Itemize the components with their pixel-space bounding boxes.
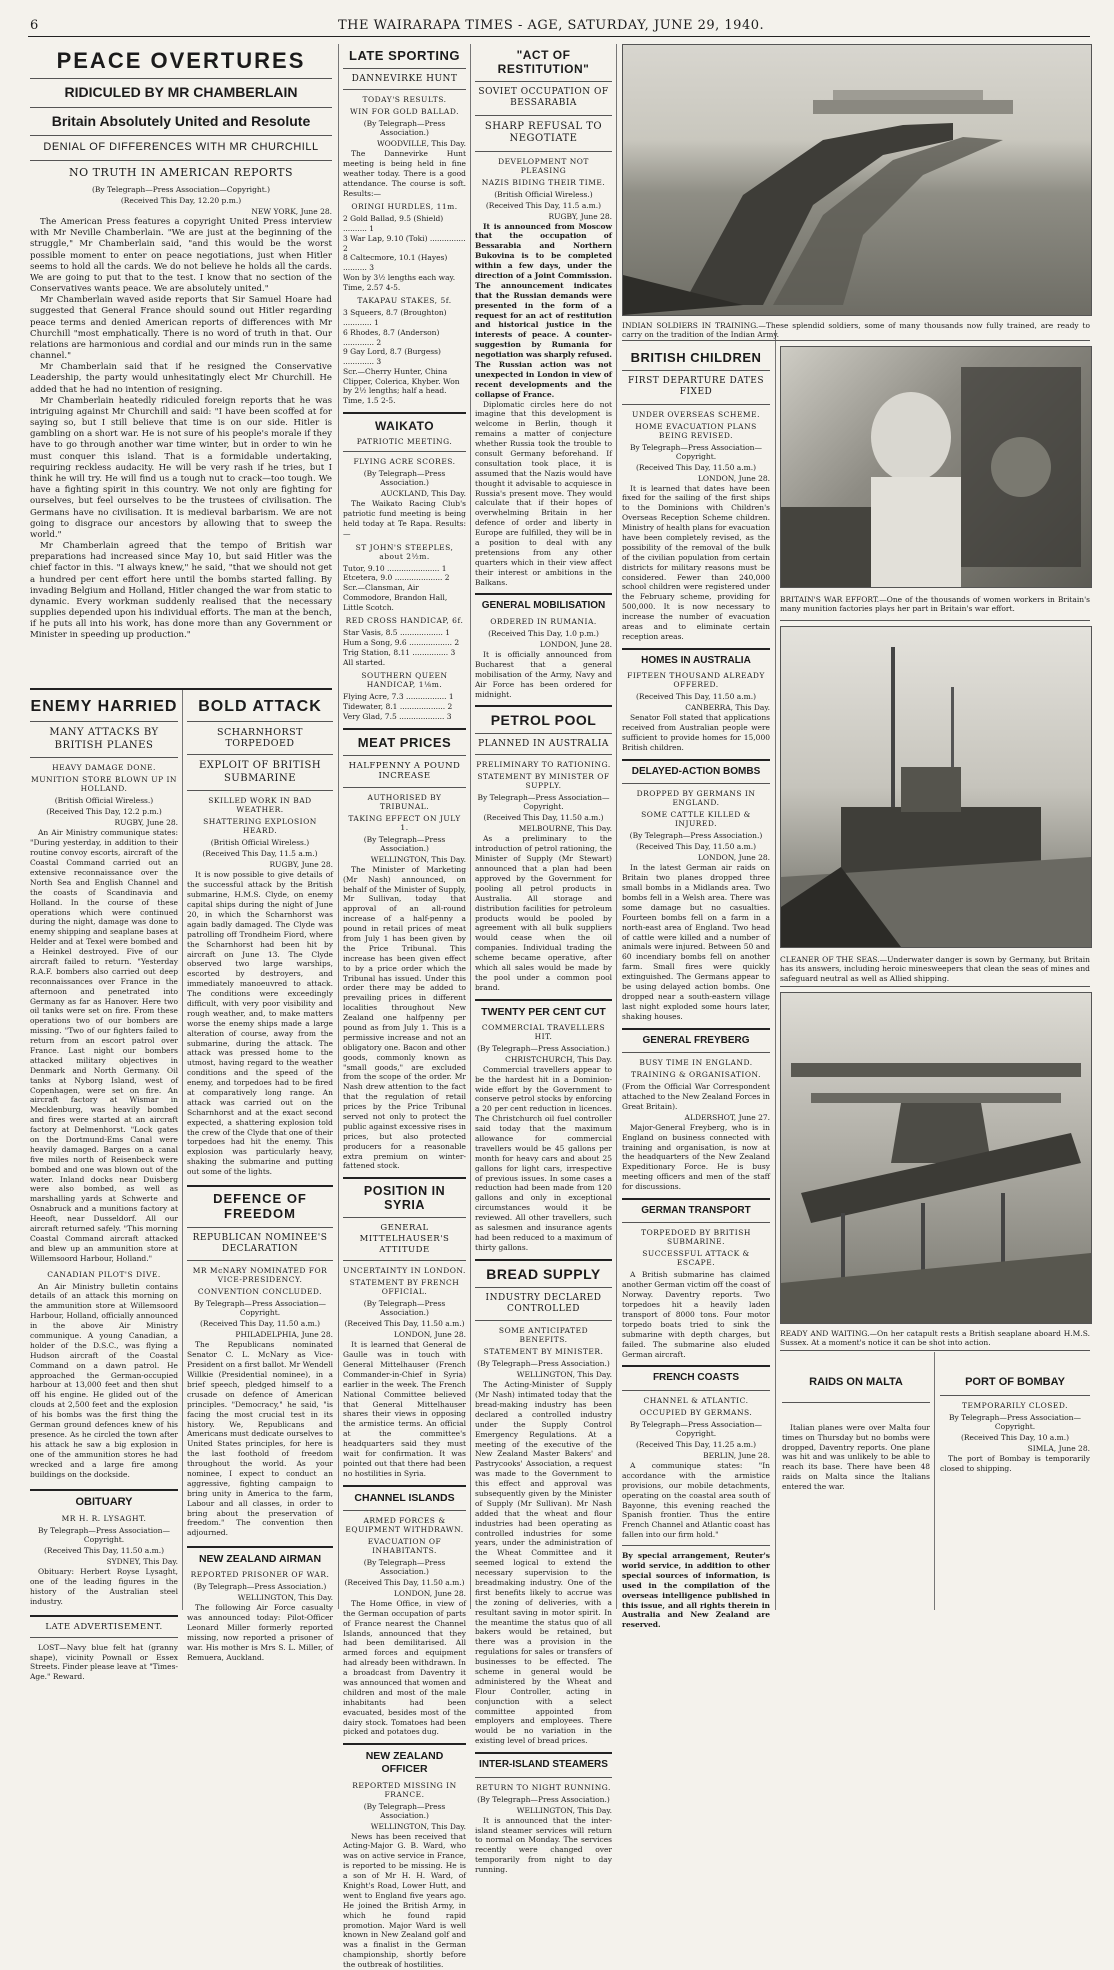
paragraph: It is learned that General de Gaulle was in touch with General Mittelhauser (French Commander-in-Chief in Syria) earlier in the week. The French National Committee believed that General Mittelhauser shares their views in opposing the armistice terms. An official at the committee's headquarters said they must wait for confirmation. It was pointed out that there had been no hostilities in Syria. <box>343 1340 466 1478</box>
subheadline: TODAY'S RESULTS. <box>362 95 447 104</box>
received-line: (Received This Day, 11.50 a.m.) <box>483 813 604 823</box>
subheadline: DENIAL OF DIFFERENCES WITH MR CHURCHILL <box>43 141 319 154</box>
headline-waikato: WAIKATO <box>374 418 435 433</box>
paragraph: Mr Chamberlain heatedly ridiculed foreign reports that he was intriguing against Mr Churchill and said: "I have been scoffed at for saying so, but I still believe that time is on our side. Hitler is gambling on a short war. He is not sure of his people's morale if they have to go through another war time winter, but in order to win he must conquer this island. That is a formidable undertaking, requiring reckless audacity. He will be very rash if he tries, but I think he will try. He will find us a tough nut to crack—too tough. We have a fighting spirit in this country. We not only are fighting for ourselves, but feel ourselves to be the trustees of civilisation. The Germans have no civilisation. It is medieval barbarism. We are not going to disgrace our ancestors by allowing that to sweep the world." <box>30 395 332 540</box>
photo-caption: BRITAIN'S WAR EFFORT.—One of the thousands of women workers in Britain's many munition factories plays her part in Britain's war effort. <box>780 595 1090 614</box>
credit-line: By Telegraph—Press Association—Copyright. <box>477 793 610 812</box>
credit-line: By Telegraph—Press Association—Copyright. <box>949 1412 1081 1431</box>
dateline: RUGBY, June 28. <box>269 860 333 870</box>
race-placing: 3 Squeers, 8.7 (Broughton) ............ 1 <box>343 308 447 328</box>
paragraph: Mr Chamberlain waved aside reports that Sir Samuel Hoare had suggested that General France should sound out Hitler regarding peace terms and denied American reports of differences with Mr Churchill "most emphatically. There is no word of truth in that. Our relations are harmonious and cordial and our minds run in the same channel." <box>30 295 332 362</box>
race-placing: Etcetera, 9.0 .................... 2 <box>343 573 450 583</box>
credit-line: (By Telegraph—Press Association.) <box>477 1794 610 1804</box>
dateline: SIMLA, June 28. <box>1027 1443 1090 1453</box>
headline-defence-of-freedom: DEFENCE OF FREEDOM <box>213 1191 307 1221</box>
photo-indian-soldiers-image <box>623 45 1091 315</box>
page-number: 6 <box>30 18 39 33</box>
received-line: (Received This Day, 11.50 a.m.) <box>344 1577 465 1587</box>
received-line: (Received This Day, 11.25 a.m.) <box>636 1439 756 1449</box>
headline-position-in-syria: POSITION IN SYRIA <box>363 1184 446 1213</box>
paragraph: The Dannevirke Hunt meeting is being held in fine weather today. There is a good attendance. The course is soft. Results:— <box>343 149 466 198</box>
subheadline: GENERAL MITTELHAUSER'S ATTITUDE <box>359 1223 450 1255</box>
column-rule <box>338 44 339 1609</box>
paragraph: An Air Ministry communique states: "During yesterday, in addition to their routine convoy escorts, aircraft of the Coastal Command carried out an extensive reconnaissance over the North Sea and English Channel and the coasts of Scandinavia and Holland. In the course of these operations which were continued during the night, damage was done to enemy shipping and seaplane bases at Helder and at Texel were bombed and a Heinkel destroyed. Five of our aircraft failed to return. "Yesterday R.A.F. bombers also carried out deep reconnaissances over France in the afternoon and penetrated into Germany as far as Hanover. Here two oil tanks were set on fire. From these operations two of our bombers are missing. "Two of our fighters failed to return from an escort patrol over France. Last night our bombers attacked military objectives in Denmark and North Germany. Oil tanks at Nyborg Island, west of Copenhagen, were set on fire. An aircraft factory at Wismar in Mecklenburg, was heavily bombed and fires were started at an aircraft factory at Delmenhorst. "Lock gates on the Dortmund-Ems Canal were heavily damaged. Barges on a canal five miles north of Reisenbeck were bombed and one was blown out of the water. Inland docks near Duisberg were also bombed, as well as marshalling yards at Schwerte and Osnabruck and a munitions factory at Heeoft, near Dusseldorf. All our aircraft returned safely. "This morning Coastal Command aircraft attacked and blew up an ammunition store at Willemsoord Harbour, Holland." <box>30 828 178 1263</box>
subheadline: REPORTED PRISONER OF WAR. <box>190 1570 330 1580</box>
photo-ready-and-waiting-image <box>781 993 1091 1323</box>
column-rule <box>470 44 471 1609</box>
subheadline: UNDER OVERSEAS SCHEME. <box>632 409 760 419</box>
dateline: RUGBY, June 28. <box>548 211 612 221</box>
dateline: NEW YORK, June 28. <box>251 207 332 217</box>
headline-obituary: OBITUARY <box>75 1496 133 1509</box>
masthead-title: THE WAIRARAPA TIMES - AGE, SATURDAY, JUNE 29, 1940. <box>338 18 765 33</box>
section-rule <box>780 620 1090 621</box>
dateline: LONDON, June 28. <box>539 639 612 649</box>
race-name: ORINGI HURDLES, 11m. <box>351 202 458 212</box>
race-name: RED CROSS HANDICAP, 6f. <box>345 616 464 626</box>
subheadline: CONVENTION CONCLUDED. <box>197 1287 323 1297</box>
column-5 <box>622 346 771 1630</box>
race-results <box>343 543 466 722</box>
subheadline: MR H. R. LYSAGHT. <box>61 1514 147 1524</box>
masthead-rule <box>28 36 1090 37</box>
dateline: WELLINGTON, This Day. <box>237 1593 333 1603</box>
subheadline: HEAVY DAMAGE DONE. <box>52 763 156 773</box>
paragraph: In the latest German air raids on Britain two planes dropped three small bombs in a Midlands area. Two bombs fell in a Welsh area. There was some damage but no casualties. Fourteen bombs fell on a farm in a north-east area of England. Two head of cattle were killed and a number of animals were injured. Between 50 and 60 incendiary bombs fell on another farm. Small fires were quickly extinguished. The Germans appear to be using delayed action bombs. One dropped near a south-eastern village last night exploded some hours later, shaking houses. <box>622 863 770 1021</box>
credit-line: (British Official Wireless.) <box>54 796 154 806</box>
subheadline: SOME ANTICIPATED BENEFITS. <box>498 1326 589 1345</box>
credit-line: (From the Official War Correspondent attached to the New Zealand Forces in Great Britain). <box>622 1082 771 1111</box>
race-placing: 9 Gay Lord, 8.7 (Burgess) ............. 3 <box>343 347 441 367</box>
credit-line: (By Telegraph—Press Association.) <box>477 1359 610 1369</box>
photo-indian-soldiers <box>622 44 1092 316</box>
paragraph: LOST—Navy blue felt hat (granny shape), vicinity Pownall or Essex Streets. Finder please leave at "Times-Age." Reward. <box>30 1642 178 1682</box>
race-placing: Tutor, 9.10 ...................... 1 <box>343 563 447 573</box>
subheadline: MANY ATTACKS BY BRITISH PLANES <box>49 727 159 751</box>
credit-line: By Telegraph—Press Association—Copyright. <box>194 1299 326 1318</box>
headline-inter-island-steamers: INTER-ISLAND STEAMERS <box>479 1759 608 1771</box>
paragraph: The Home Office, in view of the German occupation of parts of France nearest the Channel Islands, announced that they had been demilitarised. All armed forces and equipment had already been withdrawn. In a broadcast from Daventry it was announced that women and children and most of the male inhabitants had been evacuated, besides most of the dairy stock. Tomatoes had been picked and potatoes dug. <box>343 1598 466 1737</box>
headline-french-coasts: FRENCH COASTS <box>652 1372 740 1384</box>
subheadline: STATEMENT BY FRENCH OFFICIAL. <box>349 1278 460 1297</box>
photo-cleaner-of-the-seas-image <box>781 627 1091 947</box>
subheadline: REPORTED MISSING IN FRANCE. <box>352 1780 457 1799</box>
race-results <box>343 202 466 406</box>
subheadline: SHATTERING EXPLOSION HEARD. <box>203 817 317 836</box>
credit-line: (By Telegraph—Press Association.) <box>363 468 446 487</box>
photo-caption: READY AND WAITING.—On her catapult rests a British seaplane aboard H.M.S. Sussex. At a moment's notice it can be shot into action. <box>780 1329 1090 1348</box>
dateline: LONDON, June 28. <box>393 1330 466 1340</box>
received-line: (Received This Day, 11.5 a.m.) <box>485 200 602 210</box>
credit-line: (By Telegraph—Press Association.) <box>363 1557 446 1576</box>
subheadline: SUCCESSFUL ATTACK & ESCAPE. <box>642 1249 750 1268</box>
credit-line: (By Telegraph—Press Association—Copyright.) <box>91 185 271 195</box>
headline-homes-in-australia: HOMES IN AUSTRALIA <box>641 654 751 666</box>
race-placing: Hum a Song, 9.6 .................. 2 <box>343 638 460 648</box>
paragraph: It is learned that dates have been fixed for the sailing of the first ships to the Dominions with Children's Overseas Reception Scheme children. Ministry of health plans for evacuation have been completely revised, as the possibility of the removal of the bulk of the civilian population from certain districts for military reasons must be considered. Fewer than 240,000 school children were registered under the February scheme, providing for 500,000. It is now necessary to increase the number of evacuation areas and to eliminate certain reception areas. <box>622 483 770 641</box>
headline-meat-prices: MEAT PRICES <box>357 734 452 750</box>
column-rule <box>182 690 183 1610</box>
subheadline: SHARP REFUSAL TO NEGOTIATE <box>484 120 603 144</box>
credit-line: (British Official Wireless.) <box>494 189 593 199</box>
dateline: MELBOURNE, This Day. <box>518 824 612 834</box>
credit-line: By Telegraph—Press Association—Copyright. <box>630 1419 762 1438</box>
race-note: Scr.—Cherry Hunter, China Clipper, Colerica, Khyber. Won by 2½ lengths; half a head. Time, 1.5 2-5. <box>343 366 460 406</box>
photo-cleaner-of-the-seas <box>780 626 1092 948</box>
article-enemy-harried <box>30 694 178 1682</box>
received-line: (Received This Day, 11.5 a.m.) <box>202 849 318 859</box>
credit-line: (By Telegraph—Press Association.) <box>363 1299 446 1318</box>
subheadline: SOME CATTLE KILLED & INJURED. <box>641 810 751 829</box>
notice: By special arrangement, Reuter's world service, in addition to other special sources of information, is used in the compilation of the overseas intelligence published in this issue, and all rights therein in Australia and New Zealand are reserved. <box>622 1551 770 1630</box>
subheadline: NAZIS BIDING THEIR TIME. <box>481 177 606 187</box>
subheadline: TEMPORARILY CLOSED. <box>962 1400 1068 1410</box>
section-rule <box>30 688 332 690</box>
headline-british-children: BRITISH CHILDREN <box>630 350 762 365</box>
headline-channel-islands: CHANNEL ISLANDS <box>354 1491 455 1504</box>
photo-caption: INDIAN SOLDIERS IN TRAINING.—These splendid soldiers, some of many thousands now fully trained, are ready to carry on the tradition of the Indian Army. <box>622 321 1090 340</box>
credit-line: (By Telegraph—Press Association.) <box>363 119 446 137</box>
subheadline: FIRST DEPARTURE DATES FIXED <box>628 376 764 398</box>
subheadline: FLYING ACRE SCORES. <box>353 456 456 466</box>
race-placing: Star Vasis, 8.5 .................. 1 <box>343 628 451 638</box>
headline-bread-supply: BREAD SUPPLY <box>486 1265 601 1282</box>
column-4 <box>475 44 612 1875</box>
race-placing: 6 Rhodes, 8.7 (Anderson) ............. 2 <box>343 327 440 347</box>
subheadline: RETURN TO NIGHT RUNNING. <box>476 1782 611 1792</box>
column-3 <box>343 44 466 1970</box>
subheadline: ARMED FORCES & EQUIPMENT WITHDRAWN. <box>345 1515 464 1534</box>
photo-war-effort <box>780 346 1092 588</box>
headline-act-of-restitution: "ACT OF RESTITUTION" <box>497 48 590 76</box>
column-rule <box>934 1352 935 1610</box>
subheadline: COMMERCIAL TRAVELLERS HIT. <box>481 1022 606 1041</box>
paragraph: News has been received that Acting-Major G. B. Ward, who was on active service in France, is reported to be missing. He is a son of Mr H. H. Ward, of Knight's Road, Lower Hutt, and went to England five years ago. He joined the British Army, in which he found rapid promotion. Major Ward is well known in New Zealand golf and was a finalist in the German championship, shortly before the outbreak of hostilities. <box>343 1831 466 1970</box>
subheadline: DANNEVIRKE HUNT <box>351 74 458 84</box>
headline-twenty-per-cent-cut: TWENTY PER CENT CUT <box>481 1005 606 1018</box>
race-name: TAKAPAU STAKES, 5f. <box>357 296 452 306</box>
paragraph: The port of Bombay is temporarily closed to shipping. <box>940 1453 1090 1473</box>
dateline: ALDERSHOT, June 27. <box>684 1112 770 1122</box>
received-line: (Received This Day, 10 a.m.) <box>960 1432 1070 1442</box>
received-line: (Received This Day, 11.50 a.m.) <box>636 842 756 852</box>
paragraph: It is announced from Moscow that the occupation of Bessarabia and Northern Bukovina is to be completed within a few days, under the direction of a Joint Commission. The announcement indicates that the Russian demands were presented in the form of a request for an act of restitution and historical justice in the interests of peace. A counter-suggestion by Rumania for negotiation was sharply refused. The Russian action was not unexpected in London in view of recent developments and the collapse of France. <box>475 221 612 399</box>
headline-general-mobilisation: GENERAL MOBILISATION <box>481 600 606 612</box>
credit-line: (By Telegraph—Press Association.) <box>363 834 446 853</box>
received-line: (Received This Day, 11.50 a.m.) <box>200 1319 320 1329</box>
subheadline: RIDICULED BY MR CHAMBERLAIN <box>64 84 298 101</box>
received-line: (Received This Day, 1.0 p.m.) <box>488 628 599 638</box>
dateline: LONDON, June 28. <box>697 853 770 863</box>
headline-new-zealand-officer: NEW ZEALAND OFFICER <box>365 1750 444 1776</box>
received-line: (Received This Day, 11.50 a.m.) <box>344 1319 465 1329</box>
subheadline: TORPEDOED BY BRITISH SUBMARINE. <box>641 1228 751 1247</box>
credit-line: (By Telegraph—Press Association.) <box>363 1801 446 1820</box>
credit-line: By Telegraph—Press Association—Copyright. <box>38 1526 170 1545</box>
photo-war-effort-image <box>781 347 1091 587</box>
subheadline: AUTHORISED BY TRIBUNAL. <box>367 792 442 811</box>
subheadline: REPUBLICAN NOMINEE'S DECLARATION <box>192 1232 328 1255</box>
dateline: WELLINGTON, This Day. <box>516 1370 612 1380</box>
dateline: CANBERRA, This Day. <box>685 703 770 713</box>
race-note: Scr.—Clansman, Air Commodore, Brandon Hall, Little Scotch. <box>343 583 448 612</box>
subheadline: TAKING EFFECT ON JULY 1. <box>348 813 461 832</box>
headline: ENEMY HARRIED <box>30 698 178 715</box>
dateline: WOODVILLE, This Day. <box>376 139 466 148</box>
subheadline: STATEMENT BY MINISTER OF SUPPLY. <box>477 772 610 791</box>
subheadline: SCHARNHORST TORPEDOED <box>217 727 303 750</box>
paragraph: The Republicans nominated Senator C. L. McNary as Vice-President on a first ballot. Mr Wendell Willkie (Presidential nominee), in a brief speech, pledged himself to a crusade on defence of American principles. "Democracy," he said, "is facing the most crucial test in its history. We, Republicans and Americans must dedicate ourselves to United States principles, for here is the last foothold of freedom throughout the world. As your nominee, I expect to conduct an aggressive, fighting campaign to bring unity in America to the farm, Labour and all classes, in order to bring about the preservation of freedom." The convention then adjourned. <box>187 1340 333 1538</box>
paragraph: The Minister of Marketing (Mr Nash) announced, on behalf of the Minister of Supply, Mr Sullivan, today that approval of an all-round increase of a half-penny a pound in retail prices of meat from July 1 has been given by the Price Tribunal. This increase has been given effect to by a price order which the Tribunal has issued. Under this order there may be added to prevailing prices in different localities throughout New Zealand one halfpenny per pound as from July 1. This is a permissive increase and not an obligatory one. Bacon and other goods, commonly known as "small goods," are excluded from the scope of the order. Mr Nash drew attention to the fact that the regulation of retail prices by the Price Tribunal served not only to protect the public against excessive rises in prices, but also protected producers for a reasonable extra premium on winter-fattened stock. <box>343 864 466 1171</box>
article-port-of-bombay <box>940 1356 1090 1606</box>
section-rule <box>622 340 1090 341</box>
column-rule <box>616 44 617 1609</box>
subheadline: ORDERED IN RUMANIA. <box>490 616 597 626</box>
section-rule <box>780 1350 1090 1351</box>
credit-line: (By Telegraph—Press Association.) <box>193 1582 327 1592</box>
headline-late-advertisement: LATE ADVERTISEMENT. <box>45 1621 163 1632</box>
dateline: WELLINGTON, This Day. <box>516 1805 612 1815</box>
subheadline: HALFPENNY A POUND INCREASE <box>348 760 461 782</box>
subheadline: PLANNED IN AUSTRALIA <box>478 739 609 750</box>
dateline: CHRISTCHURCH, This Day. <box>505 1054 612 1064</box>
race-placing: Trig Station, 8.11 ............... 3 <box>343 647 456 657</box>
race-placing: Very Glad, 7.5 ................... 3 <box>343 711 452 721</box>
paragraph: The American Press features a copyright United Press interview with Mr Neville Chamberlain. "We are just at the beginning of the struggle," Mr Chamberlain said, "and this would be the worst possible moment to enter on peace negotiations, just when Hitler seems to hold all the cards. We do not believe he holds all the cards. We are going to put that to the test. I know that no section of the Conservatives wants peace. We are absolutely united." <box>30 217 332 295</box>
headline: PORT OF BOMBAY <box>965 1376 1065 1388</box>
subheadline: BUSY TIME IN ENGLAND. <box>639 1058 753 1068</box>
section-rule <box>780 986 1090 987</box>
paragraph: A communique states: "In accordance with the armistice provisions, our mobile detachments, operating on the coastal area south of Bayonne, this evening reached the Spanish frontier. Thus the entire French Channel and Atlantic coast has fallen into our firm hold." <box>622 1460 770 1540</box>
race-note: Won by 3½ lengths each way. Time, 2.57 4-5. <box>343 272 456 292</box>
article-raids-on-malta <box>782 1356 930 1606</box>
subheadline: SOVIET OCCUPATION OF BESSARABIA <box>478 87 609 109</box>
credit-line: By Telegraph—Press Association—Copyright. <box>630 442 762 461</box>
subheadline: PATRIOTIC MEETING. <box>356 436 453 446</box>
subheadline: MUNITION STORE BLOWN UP IN HOLLAND. <box>31 775 177 794</box>
headline-late-sporting: LATE SPORTING <box>349 48 460 63</box>
article-bold-attack <box>187 694 333 1662</box>
subheadline: HOME EVACUATION PLANS BEING REVISED. <box>635 421 757 440</box>
race-placing: Tidewater, 8.1 ................... 2 <box>343 702 453 712</box>
credit-line: (By Telegraph—Press Association.) <box>477 1043 610 1053</box>
subheadline: STATEMENT BY MINISTER. <box>483 1347 604 1357</box>
paragraph: Commercial travellers appear to be the hardest hit in a Dominion-wide effort by the Government to conserve petrol stocks by enforcing a 20 per cent reduction in licences. The Christchurch oil fuel controller said today that the maximum allowance for commercial travellers would be 45 gallons per month for heavy cars and about 25 gallons for light cars, irrespective of previous issues. In some cases a reduction had been made from 120 gallons and only in exceptional circumstances would it be reviewed. All other travellers, such as salesmen and insurance agents had been reduced to a maximum of thirty gallons. <box>475 1064 612 1252</box>
received-line: (Received This Day, 11.50 a.m.) <box>636 692 756 702</box>
subheadline: UNCERTAINTY IN LONDON. <box>343 1266 466 1276</box>
headline: PEACE OVERTURES <box>56 48 306 73</box>
article-peace-overtures <box>30 44 332 684</box>
dateline: BERLIN, June 28. <box>703 1450 770 1460</box>
paragraph: Major-General Freyberg, who is in England on business connected with training and organisation, is now at the headquarters of the New Zealand Expeditionary Force. He is busy meeting officers and men of the staff for discussions. <box>622 1122 770 1192</box>
credit-line: (By Telegraph—Press Association.) <box>629 831 763 841</box>
subheadline: DEVELOPMENT NOT PLEASING <box>498 156 589 175</box>
subheadline: PRELIMINARY TO RATIONING. <box>476 760 611 770</box>
paragraph: As a preliminary to the introduction of petrol rationing, the Minister of Supply (Mr Stewart) announced that a plan had been approved by the Government for pooling all petrol products in Australia. All storage and distribution facilities for petroleum products would be pooled by agreement with all bulk suppliers would cease when the oil companies. Individual trading the scheme became operative, after which all sales would be made by the pool under a common pool brand. <box>475 834 612 992</box>
race-placing: Flying Acre, 7.3 ................. 1 <box>343 692 454 702</box>
dateline: LONDON, June 28. <box>697 473 770 483</box>
subheadline: CHANNEL & ATLANTIC. <box>643 1395 749 1405</box>
masthead <box>28 14 1090 36</box>
dateline: RUGBY, June 28. <box>114 818 178 828</box>
subheadline: FIFTEEN THOUSAND ALREADY OFFERED. <box>627 671 765 690</box>
race-placing: 8 Caltecmore, 10.1 (Hayes) .......... 3 <box>343 253 448 273</box>
subheadline: EXPLOIT OF BRITISH SUBMARINE <box>198 760 322 784</box>
headline-general-freyberg: GENERAL FREYBERG <box>642 1034 750 1046</box>
dateline: WELLINGTON, This Day. <box>370 854 466 864</box>
subheadline: TRAINING & ORGANISATION. <box>630 1070 761 1080</box>
dateline: LONDON, June 28. <box>393 1588 466 1598</box>
paragraph: Senator Foll stated that applications received from Australian people were sufficient to provide homes for 15,000 British children. <box>622 713 770 752</box>
paragraph: It is now possible to give details of the successful attack by the British submarine, H.M.S. Clyde, on enemy capital ships during the night of June 20, in which the Scharnhorst was again badly damaged. The Clyde was patrolling off Trondheim Fiord, where the Scharnhorst had been hit by aircraft on June 13. The Clyde observed two large warships, escorted by destroyers, and immediately manoeuvred to attack. The conditions were exceedingly difficult, with very poor visibility and rough weather, and, to make matters worse the enemy ships made a large alteration of course, away from the submarine, during the attack. The attack was pressed home to the utmost, having regard to the weather conditions and the speed of the enemy, and torpedoes had to be fired at comparatively long range. An attack was carried out on the Scharnhorst and at the exact second expected, a shattering explosion told the crew of the Clyde that one of their torpedoes had hit the enemy. This explosion was particularly heavy, shaking the submarine and putting out some of the lights. <box>187 870 333 1177</box>
subheadline: WIN FOR GOLD BALLAD. <box>350 107 459 116</box>
paragraph: The Waikato Racing Club's patriotic fund meeting is being held today at Te Rapa. Results:— <box>343 498 466 538</box>
headline: RAIDS ON MALTA <box>809 1376 903 1388</box>
paragraph: The following Air Force casualty was announced today: Pilot-Officer Leonard Miller formerly reported missing, now reported a prisoner of war. His mother is Mrs S. L. Miller, of Remuera, Auckland. <box>187 1603 333 1662</box>
paragraph: Mr Chamberlain agreed that the tempo of British war preparations had increased since May 10, but said Hitler was the chief factor in this. "I always knew," he said, "that we should not get a hundred per cent effort here until the bombs started falling. By invading Belgium and Holland, Hitler changed the war from static to dynamic. Every workman suddenly realised that the necessary supplies depended upon his individual efforts. The man at the bench, if he puts all into his work, has done more than any Government or Minister in speeding up production." <box>30 541 332 641</box>
paragraph: An Air Ministry bulletin contains details of an attack this morning on the ammunition store at Willemsoord Harbour, Holland, officially announced in the above Air Ministry communique. A young Canadian, a holder of the D.S.C., was flying a Hudson aircraft of the Coastal Command on a dawn patrol. He approached the German-occupied harbour at 13,000 feet and then shut off his engine. He glided out of the clouds at 2,500 feet and the explosion of his bombs was the first thing the German ground defences knew of his presence. As he circled the town after his attack he saw a big explosion in one of the ammunition stores he had wrecked and a large fire among buildings on the dockside. <box>30 1281 178 1479</box>
headline: BOLD ATTACK <box>198 698 322 715</box>
subheadline: CANADIAN PILOT'S DIVE. <box>47 1269 161 1279</box>
photo-ready-and-waiting <box>780 992 1092 1324</box>
paragraph: Diplomatic circles here do not imagine that this development is welcome in Berlin, though it remains a matter of conjecture whether Russia took the trouble to consult Germany beforehand. If consultation took place, it is assumed that the Nazis would have thought it advisable to acquiesce in Russia's present move. They would calculate that if their hopes of overwhelming Britain in her defence of order and liberty in Europe are fulfilled, they will be in a position to deal with any pretensions from any other quarters which in their view affect their interest or ambitions in the Balkans. <box>475 399 612 587</box>
subheadline: Britain Absolutely United and Resolute <box>51 112 311 129</box>
credit-line: (British Official Wireless.) <box>210 838 310 848</box>
race-placing: 3 War Lap, 9.10 (Toki) ............... 2 <box>343 233 466 253</box>
received-line: (Received This Day, 12.2 p.m.) <box>46 807 162 817</box>
received-line: (Received This Day, 12.20 p.m.) <box>120 196 242 206</box>
subheadline: MR McNARY NOMINATED FOR VICE-PRESIDENCY. <box>192 1266 328 1285</box>
dateline: PHILADELPHIA, June 28. <box>235 1330 333 1340</box>
received-line: (Received This Day, 11.50 a.m.) <box>636 462 756 472</box>
subheadline: OCCUPIED BY GERMANS. <box>639 1407 753 1417</box>
race-name: ST JOHN'S STEEPLES, about 2½m. <box>355 542 454 561</box>
subheadline: INDUSTRY DECLARED CONTROLLED <box>485 1292 602 1314</box>
paragraph: A British submarine has claimed another German victim off the coast of Norway. Daventry reports. Two torpedoes hit a heavily laden transport of 8000 tons. Four motor torpedo boats tried to sink the submarine with depth charges, but failed. The submarine also eluded German aircraft. <box>622 1270 770 1359</box>
paragraph: It is officially announced from Bucharest that a general mobilisation of the Army, Navy and Air Force has been ordered for midnight. <box>475 649 612 699</box>
race-name: SOUTHERN QUEEN HANDICAP, 1⅛m. <box>361 671 448 690</box>
subheadline: EVACUATION OF INHABITANTS. <box>367 1536 442 1555</box>
paragraph: Obituary: Herbert Royse Lysaght, one of the leading figures in the history of the Australian steel industry. <box>30 1567 178 1606</box>
paragraph: The Acting-Minister of Supply (Mr Nash) intimated today that the bread-making industry has been declared a controlled industry under the Supply Control Emergency Regulations. At a meeting of the executive of the New Zealand Master Bakers' and Pastrycooks' Association, a request was made to the Government to this effect and approval was subsequently given by the Minister of Supply (Mr Sullivan). Mr Nash added that the wheat and flour industries had been operating as controlled industries for some years, under the administration of the Wheat Committee and it seemed logical to extend the necessary supervision to the breadmaking industry. One of the first benefits likely to accrue was the zoning of deliveries, with a resultant saving in motor spirit. In the meantime the status quo of all bakers would be retained, but there was a provision in the regulations for sales or transfers of businesses to be effected. The scheme in general would be administered by the Wheat and Flour Controller, acting in conjunction with a select committee appointed from employers and employees. There would be no variation in the existing level of bread prices. <box>475 1380 612 1746</box>
headline-petrol-pool: PETROL POOL <box>490 712 597 729</box>
photo-caption: CLEANER OF THE SEAS.—Underwater danger is sown by Germany, but Britain has its answers, including heroic minesweepers that clean the seas of mines and safeguard neutral as well as Allied shipping. <box>780 955 1090 983</box>
paragraph: Mr Chamberlain said that if he resigned the Conservative Leadership, the party would unhesitatingly elect Mr Churchill. He added that he had no intention of resigning. <box>30 362 332 395</box>
column-rule <box>775 330 776 1610</box>
subheadline: DROPPED BY GERMANS IN ENGLAND. <box>636 789 756 808</box>
headline-german-transport: GERMAN TRANSPORT <box>641 1204 751 1216</box>
received-line: (Received This Day, 11.50 a.m.) <box>44 1546 164 1556</box>
dateline: AUCKLAND, This Day. <box>380 488 466 498</box>
dateline: SYDNEY, This Day. <box>106 1557 178 1567</box>
paragraph: Italian planes were over Malta four times on Thursday but no bombs were dropped, Daventry reports. One plane was hit and was unlikely to be able to reach its base. There have been 48 raids on Malta since the Italians entered the war. <box>782 1422 930 1492</box>
headline-delayed-action-bombs: DELAYED-ACTION BOMBS <box>631 765 761 777</box>
headline-new-zealand-airman: NEW ZEALAND AIRMAN <box>198 1553 322 1566</box>
subheadline: NO TRUTH IN AMERICAN REPORTS <box>69 166 293 180</box>
subheadline: SKILLED WORK IN BAD WEATHER. <box>208 796 312 815</box>
dateline: WELLINGTON, This Day. <box>370 1821 466 1831</box>
paragraph: It is announced that the inter-island steamer services will return to normal on Monday. The services recently were changed over temporarily from night to day running. <box>475 1815 612 1875</box>
race-placing: 2 Gold Ballad, 9.5 (Shield) .......... 1 <box>343 214 444 234</box>
race-note: All started. <box>343 657 386 667</box>
